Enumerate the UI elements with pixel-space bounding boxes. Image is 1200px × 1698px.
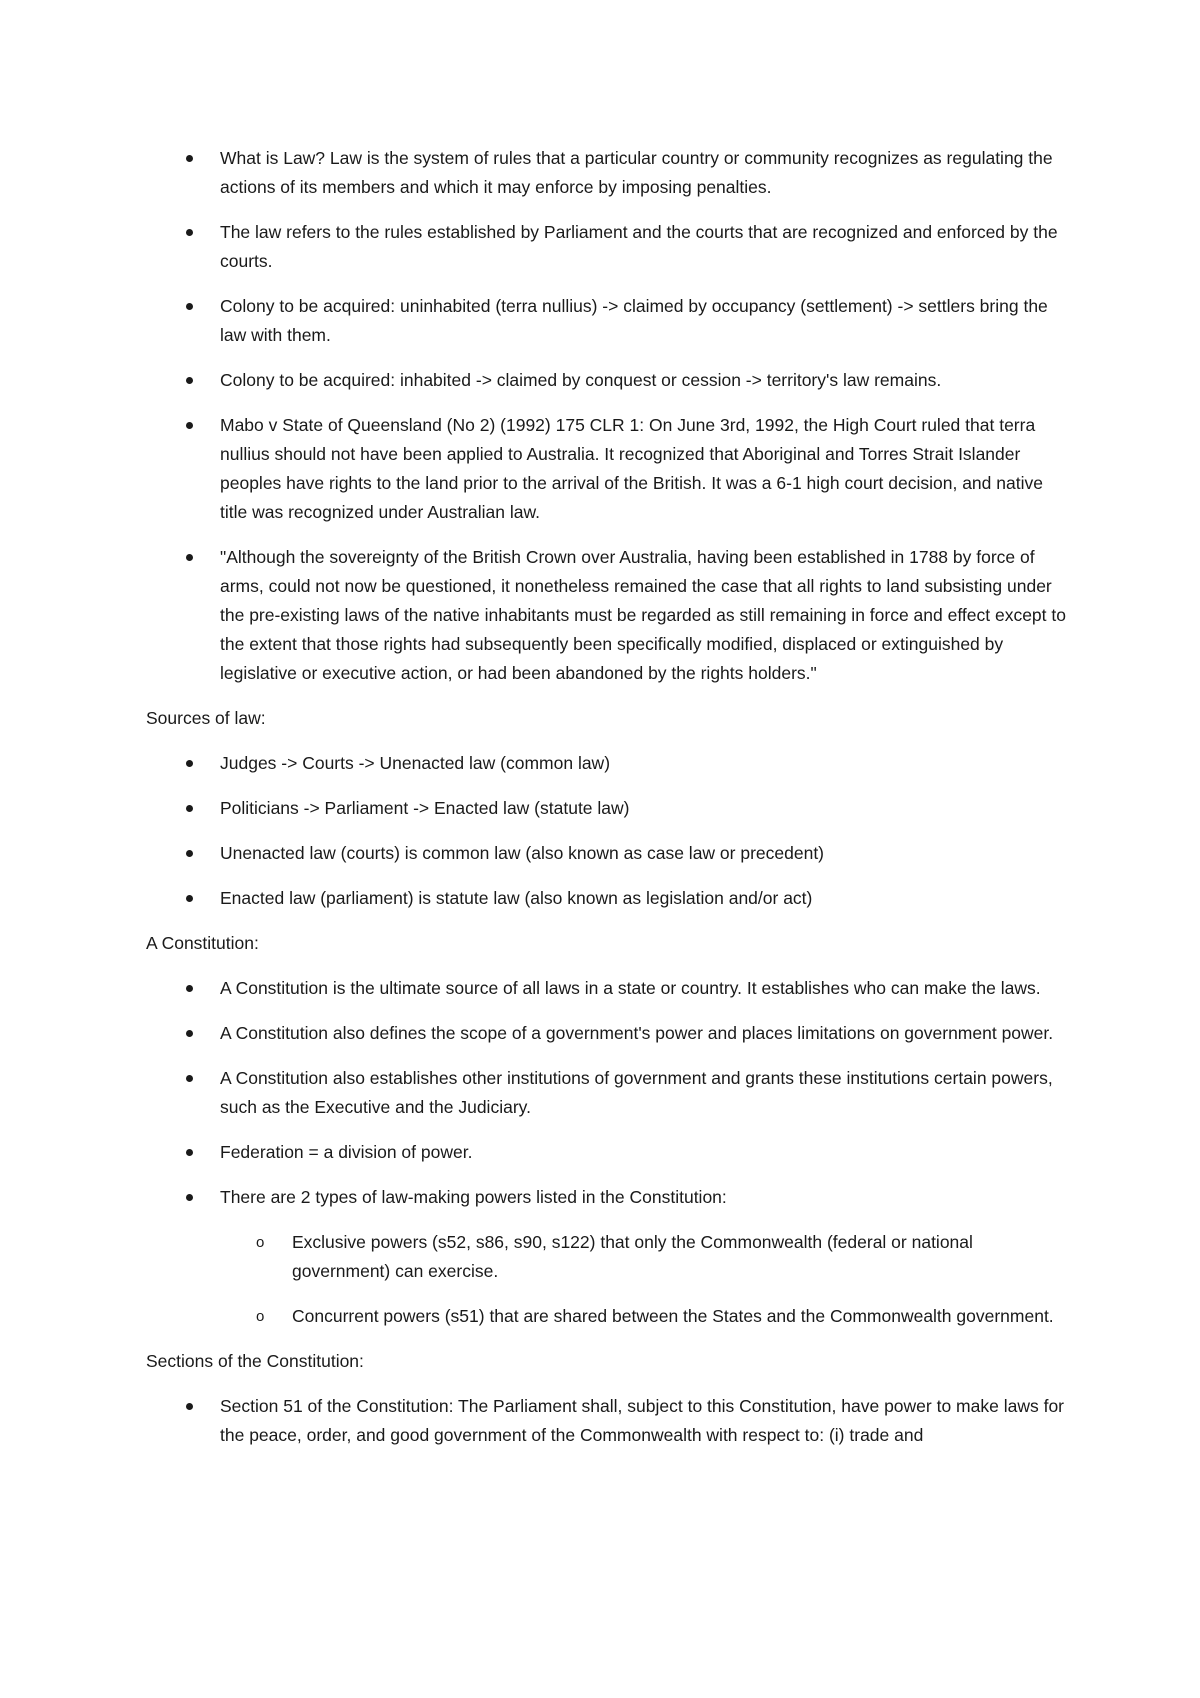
list-item: Judges -> Courts -> Unenacted law (common law) <box>146 749 1066 778</box>
list-item: Enacted law (parliament) is statute law (also known as legislation and/or act) <box>146 884 1066 913</box>
sections-bullet-list <box>146 1392 1066 1450</box>
sections-heading: Sections of the Constitution: <box>146 1351 364 1371</box>
constitution-bullet-list <box>146 974 1066 1212</box>
list-item: A Constitution also defines the scope of a government's power and places limitations on government power. <box>146 1019 1066 1048</box>
list-item: "Although the sovereignty of the British Crown over Australia, having been established in 1788 by force of arms, could not now be questioned, it nonetheless remained the case that all rights to land subsisting under the pre-existing laws of the native inhabitants must be regarded as still remaining in force and effect except to the extent that those rights had subsequently been specifically modified, displaced or extinguished by legislative or executive action, or had been abandoned by the rights holders." <box>146 543 1066 688</box>
powers-sub-list <box>146 1228 1066 1331</box>
sources-bullet-list <box>146 749 1066 913</box>
constitution-heading: A Constitution: <box>146 933 259 953</box>
list-item: The law refers to the rules established by Parliament and the courts that are recognized and enforced by the courts. <box>146 218 1066 276</box>
list-item: A Constitution also establishes other institutions of government and grants these institutions certain powers, such as the Executive and the Judiciary. <box>146 1064 1066 1122</box>
list-item: Colony to be acquired: uninhabited (terra nullius) -> claimed by occupancy (settlement) -> settlers bring the law with them. <box>146 292 1066 350</box>
list-item: Politicians -> Parliament -> Enacted law (statute law) <box>146 794 1066 823</box>
list-item: Unenacted law (courts) is common law (also known as case law or precedent) <box>146 839 1066 868</box>
list-item: Mabo v State of Queensland (No 2) (1992) 175 CLR 1: On June 3rd, 1992, the High Court ruled that terra nullius should not have been applied to Australia. It recognized that Aboriginal and Torres Strait Islander peoples have rights to the land prior to the arrival of the British. It was a 6-1 high court decision, and native title was recognized under Australian law. <box>146 411 1066 527</box>
intro-bullet-list <box>146 144 1066 688</box>
list-item: There are 2 types of law-making powers listed in the Constitution: <box>146 1183 1066 1212</box>
list-item: Section 51 of the Constitution: The Parliament shall, subject to this Constitution, have power to make laws for the peace, order, and good government of the Commonwealth with respect to: (i) trade and <box>146 1392 1066 1450</box>
sub-list-item: o Exclusive powers (s52, s86, s90, s122) that only the Commonwealth (federal or national government) can exercise. <box>146 1228 1066 1286</box>
document-body <box>146 144 1066 1466</box>
list-item: A Constitution is the ultimate source of all laws in a state or country. It establishes who can make the laws. <box>146 974 1066 1003</box>
list-item: Federation = a division of power. <box>146 1138 1066 1167</box>
list-item: What is Law? Law is the system of rules that a particular country or community recognizes as regulating the actions of its members and which it may enforce by imposing penalties. <box>146 144 1066 202</box>
sources-heading: Sources of law: <box>146 708 266 728</box>
list-item: Colony to be acquired: inhabited -> claimed by conquest or cession -> territory's law remains. <box>146 366 1066 395</box>
sub-list-item: o Concurrent powers (s51) that are shared between the States and the Commonwealth government. <box>146 1302 1066 1331</box>
